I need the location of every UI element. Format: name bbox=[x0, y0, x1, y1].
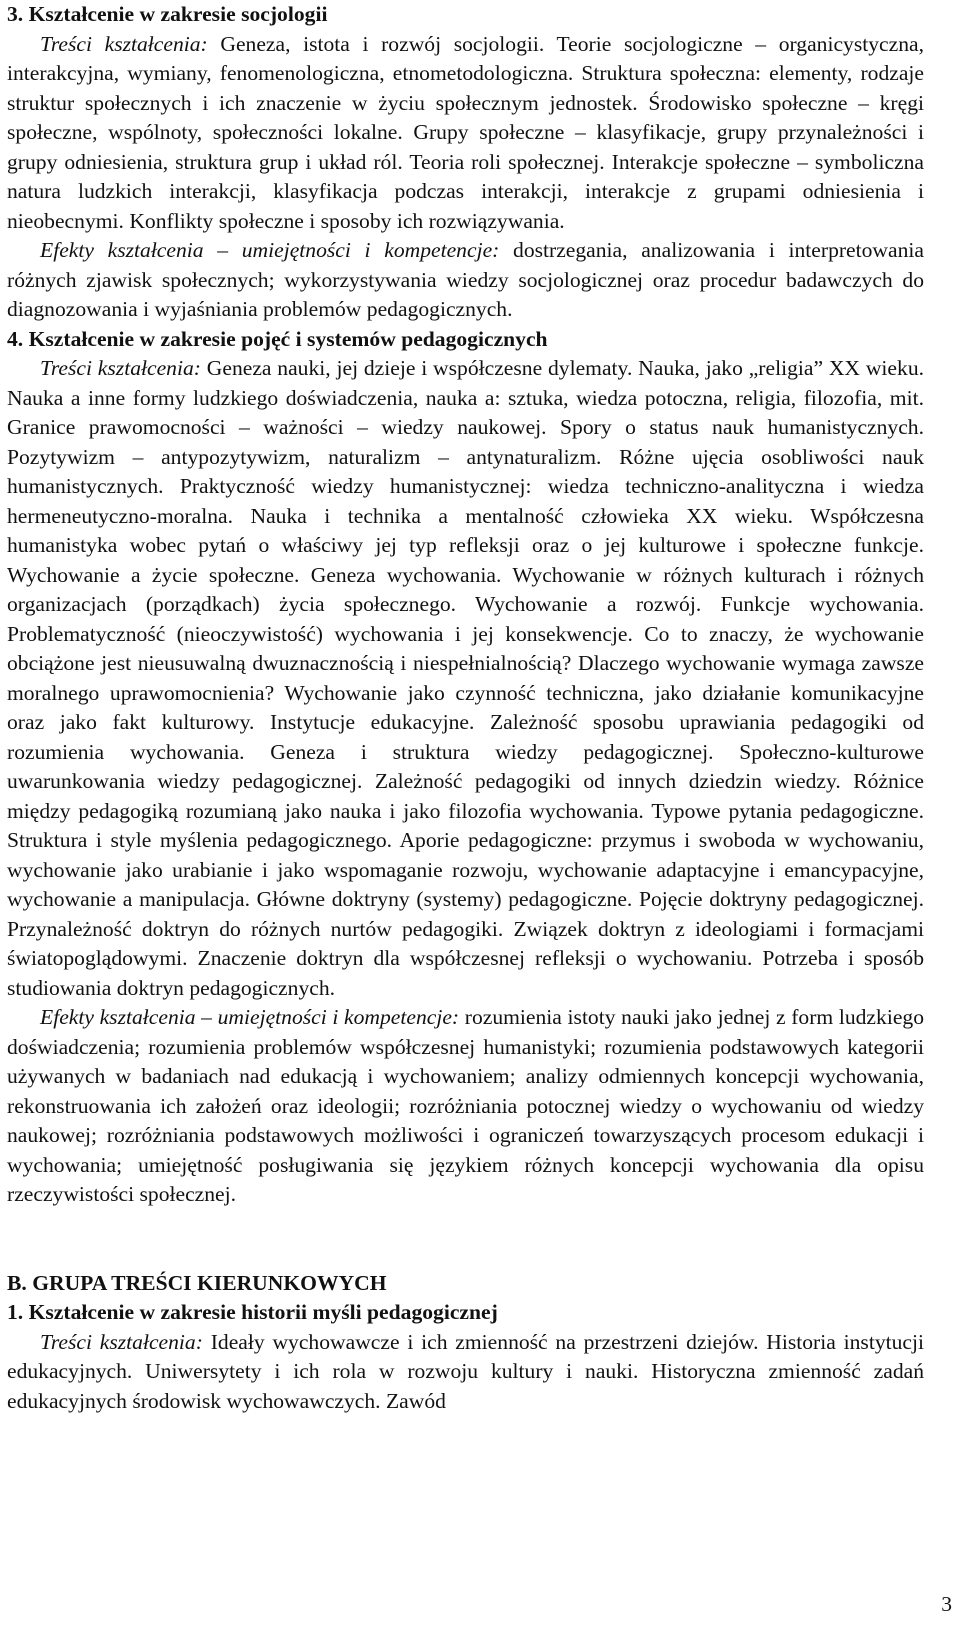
section-gap bbox=[7, 1210, 924, 1269]
group-b-section-1-heading: 1. Kształcenie w zakresie historii myśli pedagogicznej bbox=[7, 1300, 498, 1324]
section-4-heading: 4. Kształcenie w zakresie pojęć i systemów pedagogicznych bbox=[7, 326, 548, 351]
group-b-section-1-contents-paragraph bbox=[7, 1328, 924, 1417]
contents-text: Ideały wychowawcze i ich zmienność na przestrzeni dziejów. Historia instytucji edukacyjnych. Uniwersytety i ich rola w rozwoju kultury i nauki. Historyczna zmienność zadań edukacyjnych środowisk wychowawczych. Zawód bbox=[7, 1329, 924, 1413]
section-4-contents-paragraph bbox=[7, 354, 924, 1003]
outcomes-label: Efekty kształcenia – umiejętności i kompetencje: bbox=[40, 1005, 460, 1029]
outcomes-text: rozumienia istoty nauki jako jednej z form ludzkiego doświadczenia; rozumienia problemów współczesnej humanistyki; rozumienia podstawowych kategorii używanych w badaniach nad edukacją i wychowaniem; analizy odmiennych koncepcji wychowania, rekonstruowania ich założeń oraz ideologii; rozróżniania potocznej wiedzy o wychowaniu od wiedzy naukowej; rozróżniania podstawowych możliwości i ograniczeń towarzyszących procesom edukacji i wychowania; umiejętność posługiwania się językiem różnych koncepcji wychowania dla opisu rzeczywistości społecznej. bbox=[7, 1005, 924, 1206]
contents-label: Treści kształcenia: bbox=[40, 356, 201, 380]
outcomes-label: Efekty kształcenia – umiejętności i kompetencje: bbox=[40, 238, 500, 262]
outcomes-text: dostrzegania, analizowania i interpretowania różnych zjawisk społecznych; wykorzystywania wiedzy socjologicznej oraz procedur badawczych do diagnozowania i wyjaśniania problemów pedagogicznych. bbox=[7, 238, 924, 321]
contents-label: Treści kształcenia: bbox=[40, 1329, 203, 1354]
group-b-heading: B. GRUPA TREŚCI KIERUNKOWYCH bbox=[7, 1270, 387, 1295]
section-3-heading: 3. Kształcenie w zakresie socjologii bbox=[7, 2, 328, 26]
contents-label: Treści kształcenia: bbox=[40, 31, 208, 56]
section-3-outcomes-paragraph bbox=[7, 236, 924, 325]
contents-text: Geneza nauki, jej dzieje i współczesne dylematy. Nauka, jako „religia” XX wieku. Nauka a inne formy ludzkiego doświadczenia, nauka a: sztuka, wiedza potoczna, religia, filozofia, mit. Granice prawomocności – ważności – wiedzy naukowej. Spory o status nauk humanistycznych. Pozytywizm – antypozytywizm, naturalizm – antynaturalizm. Różne ujęcia osobliwości nauk humanistycznych. Praktyczność wiedzy humanistycznej: wiedza techniczno-analityczna i wiedza hermeneutyczno-moralna. Nauka i technika a mentalność człowieka XX wieku. Współczesna humanistyka wobec pytań o właściwy jej typ refleksji oraz o jej kulturowe i społeczne funkcje. Wychowanie a życie społeczne. Geneza wychowania. Wychowanie w różnych kulturach i różnych organizacjach (porządkach) życia społecznego. Wychowanie a rozwój. Funkcje wychowania. Problematyczność (nieoczywistość) wychowania i jej konsekwencje. Co to znaczy, że wychowanie obciążone jest nieusuwalną dwuznacznością i niespełnialnością? Dlaczego wychowanie wymaga zawsze moralnego uprawomocnienia? Wychowanie jako czynność techniczna, jako działanie komunikacyjne oraz jako fakt kulturowy. Instytucje edukacyjne. Zależność sposobu uprawiania pedagogiki od rozumienia wychowania. Geneza i struktura wiedzy pedagogicznej. Społeczno-kulturowe uwarunkowania wiedzy pedagogicznej. Zależność pedagogiki od innych dziedzin wiedzy. Różnice między pedagogiką rozumianą jako nauka i jako filozofia wychowania. Typowe pytania pedagogiczne. Struktura i style myślenia pedagogicznego. Aporie pedagogiczne: przymus i swoboda w wychowaniu, wychowanie jako urabianie i jako wspomaganie rozwoju, wychowanie adaptacyjne i emancypacyjne, wychowanie a manipulacja. Główne doktryny (systemy) pedagogiczne. Pojęcie doktryny pedagogicznej. Przynależność doktryn do różnych nurtów pedagogiki. Związek doktryn z ideologiami i formacjami światopoglądowymi. Znaczenie doktryn dla współczesnej refleksji o wychowaniu. Potrzeba i sposób studiowania doktryn pedagogicznych. bbox=[7, 356, 925, 1000]
page-number: 3 bbox=[941, 1592, 952, 1616]
contents-text: Geneza, istota i rozwój socjologii. Teorie socjologiczne – organicystyczna, interakcyjna, wymiany, fenomenologiczna, etnometodologiczna. Struktura społeczna: elementy, rodzaje struktur społecznych i ich znaczenie w życiu społecznym jednostek. Środowisko społeczne – kręgi społeczne, wspólnoty, społeczności lokalne. Grupy społeczne – klasyfikacje, grupy przynależności i grupy odniesienia, struktura grup i układ ról. Teoria roli społecznej. Interakcje społeczne – symboliczna natura ludzkich interakcji, klasyfikacja podczas interakcji, interakcje z grupami odniesienia i nieobecnymi. Konflikty społeczne i sposoby ich rozwiązywania. bbox=[7, 31, 924, 233]
section-3-contents-paragraph bbox=[7, 30, 924, 237]
section-4-outcomes-paragraph bbox=[7, 1003, 924, 1210]
